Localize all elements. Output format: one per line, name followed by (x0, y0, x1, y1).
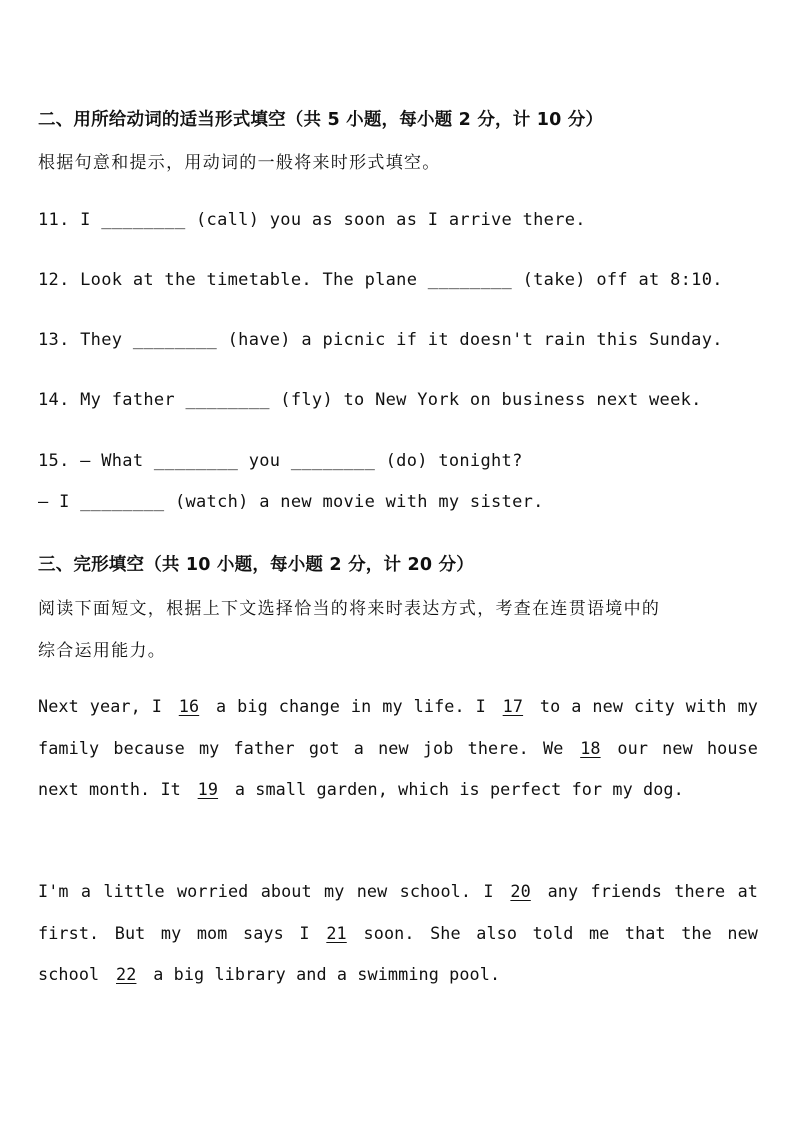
question-11: 11. I ________ (call) you as soon as I arrive there. (38, 210, 586, 230)
passage-text: any friends there at first. But my mom says I (38, 881, 758, 943)
passage-text: soon. She also told me that the new school (38, 922, 758, 984)
passage-text: to a new city with my family because my father got a new job there. We (38, 696, 758, 758)
section3-instruction-line2: 综合运用能力。 (38, 641, 167, 661)
blank-20: 20 (510, 881, 531, 901)
blank-22: 22 (116, 964, 137, 984)
passage-text: a big library and a swimming pool. (153, 964, 501, 984)
question-12: 12. Look at the timetable. The plane ________ (take) off at 8:10. (38, 270, 723, 290)
passage-text: Next year, I (38, 696, 162, 716)
passage-paragraph-1 (38, 686, 758, 811)
blank-16: 16 (178, 696, 200, 716)
section3-heading: 三、完形填空（共 10 小题，每小题 2 分，计 20 分） (38, 555, 474, 575)
passage-paragraph-2 (38, 871, 758, 996)
question-15-line2: — I ________ (watch) a new movie with my sister. (38, 492, 544, 512)
question-14: 14. My father ________ (fly) to New York on business next week. (38, 390, 702, 410)
blank-18: 18 (580, 737, 601, 758)
section2-instruction: 根据句意和提示，用动词的一般将来时形式填空。 (38, 153, 441, 173)
section2-heading: 二、用所给动词的适当形式填空（共 5 小题，每小题 2 分，计 10 分） (38, 110, 604, 130)
section3-instruction-line1: 阅读下面短文，根据上下文选择恰当的将来时表达方式，考查在连贯语境中的 (38, 599, 661, 619)
passage-text: our new house next month. It (38, 737, 758, 799)
blank-21: 21 (326, 922, 347, 943)
blank-17: 17 (502, 696, 524, 716)
passage-text: a small garden, which is perfect for my dog. (234, 779, 684, 799)
passage-text: I'm a little worried about my new school. I (38, 881, 494, 901)
blank-19: 19 (197, 779, 219, 799)
question-15-line1: 15. — What ________ you ________ (do) tonight? (38, 451, 523, 471)
passage-text: a big change in my life. I (215, 696, 486, 716)
question-13: 13. They ________ (have) a picnic if it doesn't rain this Sunday. (38, 330, 723, 350)
